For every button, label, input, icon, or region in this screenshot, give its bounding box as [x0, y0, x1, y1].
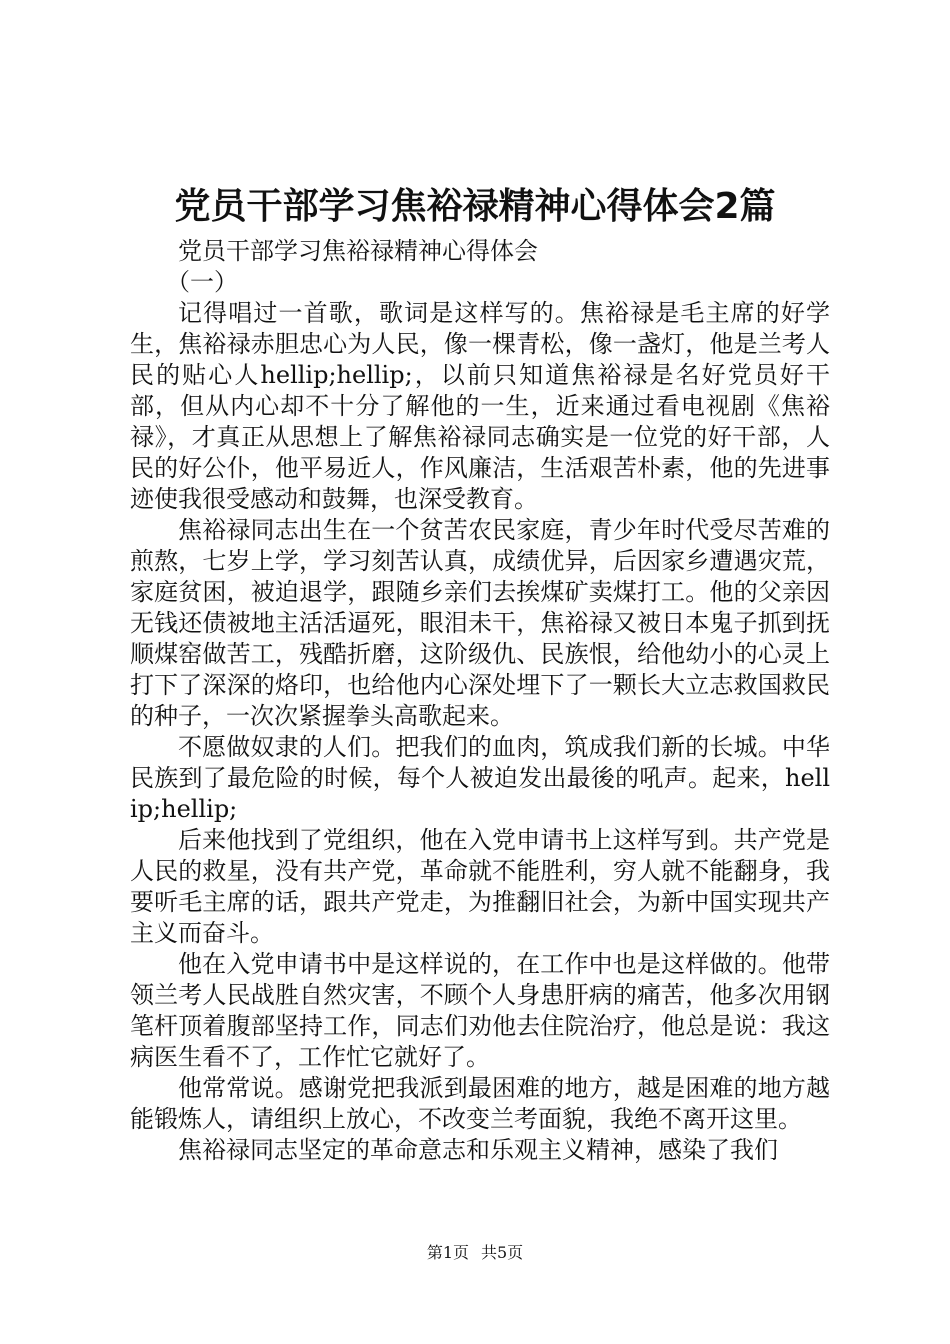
paragraph-4: 后来他找到了党组织，他在入党申请书上这样写到。共产党是人民的救星，没有共产党，革命就不能胜利，穷人就不能翻身，我要听毛主席的话，跟共产党走，为推翻旧社会，为新中国实现共产主义而奋斗。	[130, 826, 830, 947]
section-number: （一）	[166, 268, 238, 296]
paragraph-2: 焦裕禄同志出生在一个贫苦农民家庭，青少年时代受尽苦难的煎熬，七岁上学，学习刻苦认真，成绩优异，后因家乡遭遇灾荒，家庭贫困，被迫退学，跟随乡亲们去挨煤矿卖煤打工。他的父亲因无钱还债被地主活活逼死，眼泪未干，焦裕禄又被日本鬼子抓到抚顺煤窑做苦工，残酷折磨，这阶级仇、民族恨，给他幼小的心灵上打下了深深的烙印，也给他内心深处埋下了一颗长大立志救国救民的种子，一次次紧握拳头高歌起来。	[130, 516, 830, 730]
page-title: 党员干部学习焦裕禄精神心得体会2篇	[174, 186, 776, 227]
document-body	[130, 236, 830, 1166]
page-total: 共5页	[481, 1243, 524, 1262]
paragraph-6: 他常常说。感谢党把我派到最困难的地方，越是困难的地方越能锻炼人，请组织上放心，不改变兰考面貌，我绝不离开这里。	[130, 1074, 830, 1133]
paragraph-3: 不愿做奴隶的人们。把我们的血肉，筑成我们新的长城。中华民族到了最危险的时候，每个人被迫发出最後的吼声。起来，hellip;hellip;	[130, 733, 830, 823]
page-number: 第1页	[426, 1243, 469, 1262]
paragraph-5: 他在入党申请书中是这样说的，在工作中也是这样做的。他带领兰考人民战胜自然灾害，不顾个人身患肝病的痛苦，他多次用钢笔杆顶着腹部坚持工作，同志们劝他去住院治疗，他总是说：我这病医生看不了，工作忙它就好了。	[130, 950, 830, 1071]
paragraph-1: 记得唱过一首歌，歌词是这样写的。焦裕禄是毛主席的好学生，焦裕禄赤胆忠心为人民，像一棵青松，像一盏灯，他是兰考人民的贴心人hellip;hellip;，以前只知道焦裕禄是名好党员好干部，但从内心却不十分了解他的一生，近来通过看电视剧《焦裕禄》，才真正从思想上了解焦裕禄同志确实是一位党的好干部，人民的好公仆，他平易近人，作风廉洁，生活艰苦朴素，他的先进事迹使我很受感动和鼓舞，也深受教育。	[130, 299, 830, 513]
paragraph-7: 焦裕禄同志坚定的革命意志和乐观主义精神，感染了我们	[178, 1136, 778, 1164]
document-subtitle: 党员干部学习焦裕禄精神心得体会	[178, 237, 538, 265]
page-footer	[0, 1243, 950, 1263]
